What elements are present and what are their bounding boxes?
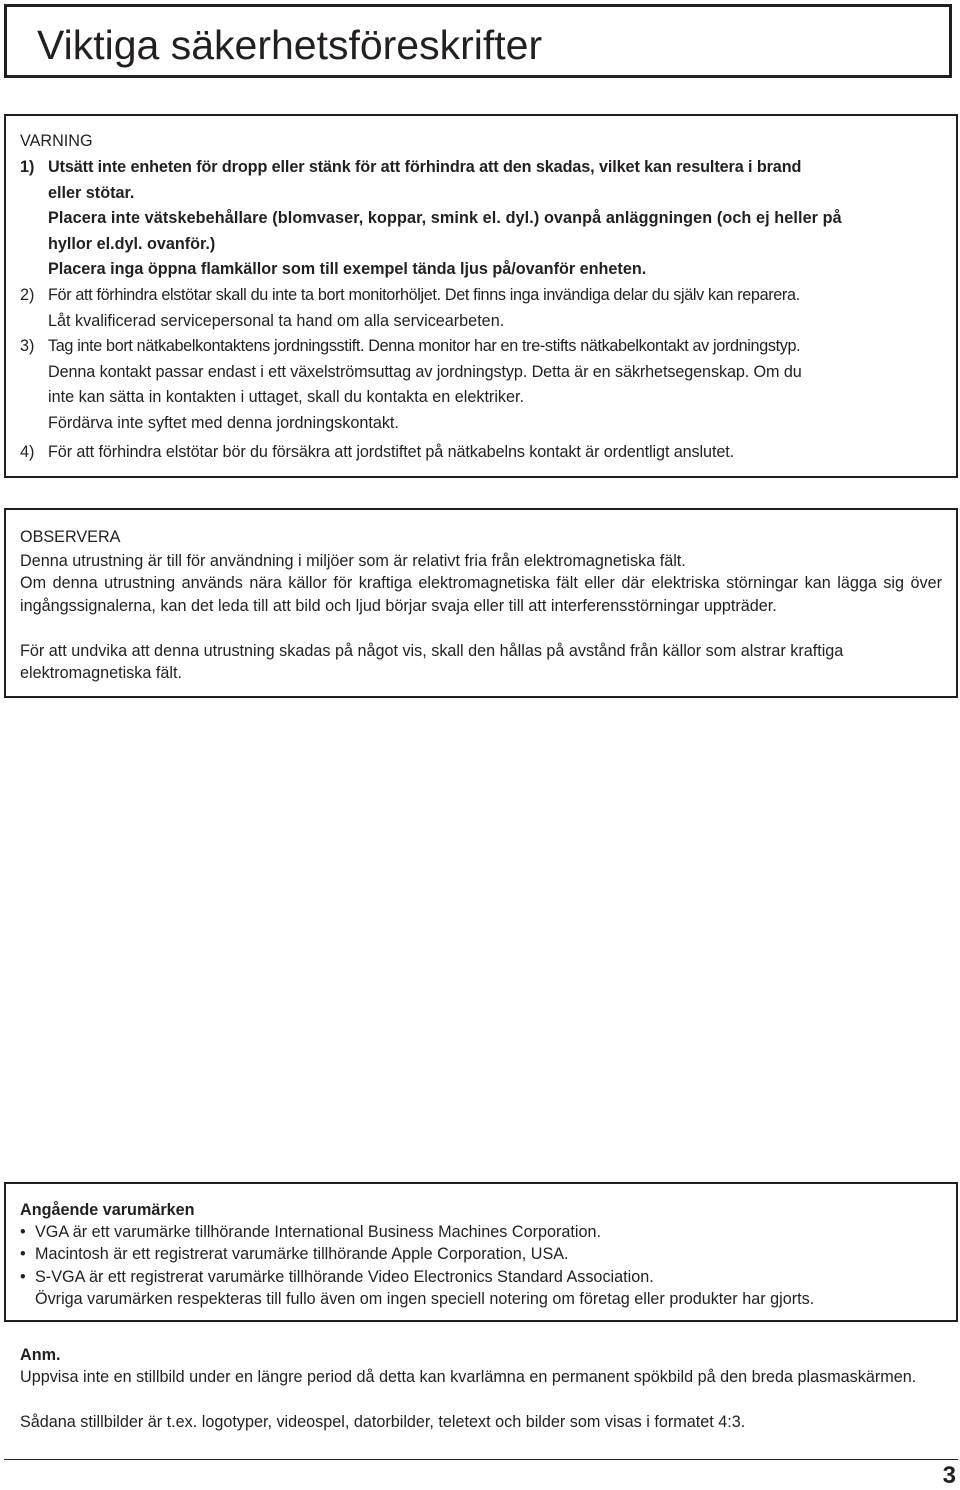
warning-item-3-line-3: inte kan sätta in kontakten i uttaget, skall du kontakta en elektriker. [48,388,525,407]
anm-paragraph-1: Uppvisa inte en stillbild under en längre period då detta kan kvarlämna en permanent spökbild på den breda plasmaskärmen. [20,1368,917,1386]
warning-item-2-number: 2) [20,286,35,304]
page-title: Viktiga säkerhetsföreskrifter [37,22,543,68]
note-paragraph-2: Om denna utrustning används nära källor för kraftiga elektromagnetiska fält eller där elektriska störningar kan lägga sig över ingångssignalerna, kan det leda till att bild och ljud börjar svaja eller till att interferensstörningar uppträder. [20,574,942,615]
trademark-item-1: VGA är ett varumärke tillhörande International Business Machines Corporation. [35,1223,601,1241]
trademarks-heading: Angående varumärken [20,1201,195,1219]
anm-paragraph-2: Sådana stillbilder är t.ex. logotyper, videospel, datorbilder, teletext och bilder som visas i formatet 4:3. [20,1412,746,1431]
trademark-bullet-2: • [20,1245,26,1264]
note-heading: OBSERVERA [20,528,121,546]
warning-item-1-line-2: eller stötar. [48,183,135,202]
trademark-bullet-1: • [20,1223,26,1241]
note-paragraph-1: Denna utrustning är till för användning i miljöer som är relativt fria från elektromagnetiska fält. [20,552,686,570]
warning-item-4-number: 4) [20,443,35,461]
warning-item-3-line-2: Denna kontakt passar endast i ett växelströmsuttag av jordningstyp. Detta är en säkrhetsegenskap. Om du [48,362,802,381]
warning-item-3-number: 3) [20,337,35,356]
title-box [4,4,952,78]
warning-item-4-line-1: För att förhindra elstötar bör du försäkra att jordstiftet på nätkabelns kontakt är ordentligt anslutet. [48,443,735,461]
page-number: 3 [942,1462,956,1489]
trademark-item-3: S-VGA är ett registrerat varumärke tillhörande Video Electronics Standard Association. [35,1267,654,1286]
warning-item-2-line-2: Låt kvalificerad servicepersonal ta hand om alla servicearbeten. [48,311,505,330]
warning-item-3-line-4: Fördärva inte syftet med denna jordningskontakt. [48,414,399,432]
anm-heading: Anm. [20,1346,61,1364]
warning-item-1-line-1: Utsätt inte enheten för dropp eller stänk för att förhindra att den skadas, vilket kan resultera i brand [48,158,802,176]
trademark-item-2: Macintosh är ett registrerat varumärke tillhörande Apple Corporation, USA. [35,1245,569,1264]
warning-item-1-line-3: Placera inte vätskebehållare (blomvaser, koppar, smink el. dyl.) ovanpå anläggningen (och ej heller på [48,209,842,228]
warning-item-2-line-1: För att förhindra elstötar skall du inte ta bort monitorhöljet. Det finns inga invändiga delar du själv kan reparera. [48,286,800,304]
warning-heading: VARNING [20,132,93,150]
warning-item-1-line-5: Placera inga öppna flamkällor som till exempel tända ljus på/ovanför enheten. [48,260,647,279]
warning-item-1-line-4: hyllor el.dyl. ovanför.) [48,234,216,253]
warning-item-3-line-1: Tag inte bort nätkabelkontaktens jordningsstift. Denna monitor har en tre-stifts nätkabelkontakt av jordningstyp. [48,337,801,356]
trademarks-footer: Övriga varumärken respekteras till fullo även om ingen speciell notering om företag eller produkter har gjorts. [35,1290,815,1309]
note-paragraph-3: För att undvika att denna utrustning skadas på något vis, skall den hållas på avstånd från källor som alstrar kraftiga elektromagnetiska fält. [20,641,844,682]
page-footer-rule [4,1459,958,1460]
trademark-bullet-3: • [20,1267,26,1286]
warning-item-1-number: 1) [20,158,35,176]
